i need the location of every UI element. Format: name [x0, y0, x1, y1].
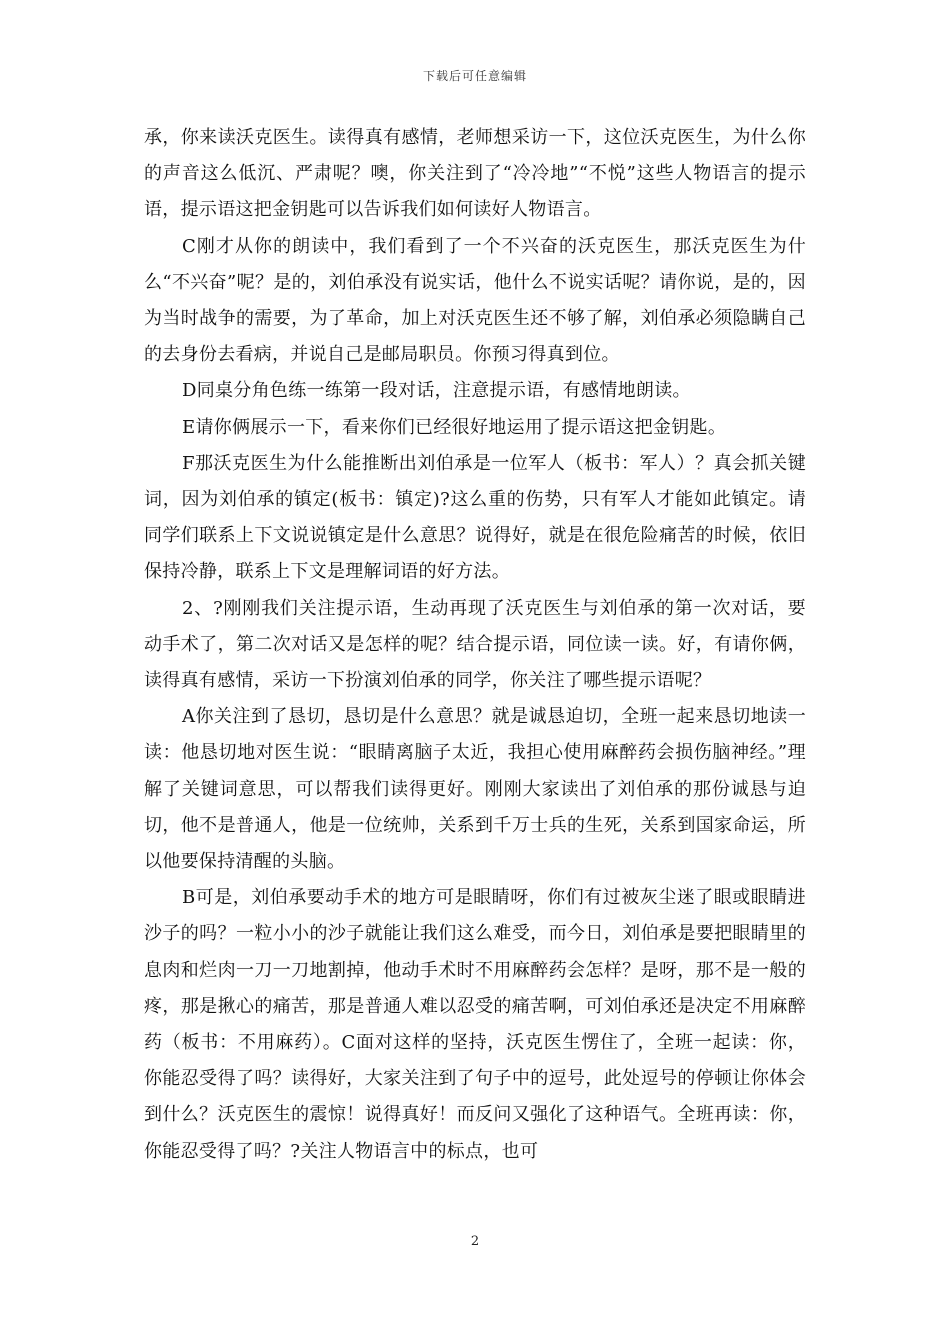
paragraph-1: 承，你来读沃克医生。读得真有感情，老师想采访一下，这位沃克医生，为什么你的声音这么低沉、严肃呢？噢，你关注到了“冷冷地”“不悦”这些人物语言的提示语，提示语这把金钥匙可以告诉我们如何读好人物语言。 [144, 127, 806, 221]
page-header: 下载后可任意编辑 [422, 69, 527, 83]
page-number: 2 [470, 1234, 480, 1249]
paragraph-5: F那沃克医生为什么能推断出刘伯承是一位军人（板书：军人）？真会抓关键词，因为刘伯承的镇定(板书：镇定)?这么重的伤势，只有军人才能如此镇定。请同学们联系上下文说说镇定是什么意思？说得好，就是在很危险痛苦的时候，依旧保持冷静，联系上下文是理解词语的好方法。 [144, 452, 806, 583]
document-body [144, 120, 806, 1170]
paragraph-4: E请你俩展示一下，看来你们已经很好地运用了提示语这把金钥匙。 [182, 416, 727, 438]
paragraph-3: D同桌分角色练一练第一段对话，注意提示语，有感情地朗读。 [182, 380, 691, 402]
paragraph-8: B可是，刘伯承要动手术的地方可是眼睛呀，你们有过被灰尘迷了眼或眼睛进沙子的吗？一粒小小的沙子就能让我们这么难受，而今日，刘伯承是要把眼睛里的息肉和烂肉一刀一刀地割掉，他动手术时不用麻醉药会怎样？是呀，那不是一般的疼，那是揪心的痛苦，那是普通人难以忍受的痛苦啊，可刘伯承还是决定不用麻醉药（板书：不用麻药）。C面对这样的坚持，沃克医生愣住了，全班一起读：你，你能忍受得了吗？读得好，大家关注到了句子中的逗号，此处逗号的停顿让你体会到什么？沃克医生的震惊！说得真好！而反问又强化了这种语气。全班再读：你，你能忍受得了吗？?关注人物语言中的标点，也可 [144, 887, 806, 1162]
paragraph-7: A你关注到了恳切，恳切是什么意思？就是诚恳迫切，全班一起来恳切地读一读：他恳切地对医生说：“眼睛离脑子太近，我担心使用麻醉药会损伤脑神经。”理解了关键词意思，可以帮我们读得更好。刚刚大家读出了刘伯承的那份诚恳与迫切，他不是普通人，他是一位统帅，关系到千万士兵的生死，关系到国家命运，所以他要保持清醒的头脑。 [144, 706, 806, 873]
paragraph-2: C刚才从你的朗读中，我们看到了一个不兴奋的沃克医生，那沃克医生为什么“不兴奋”呢？是的，刘伯承没有说实话，他什么不说实话呢？请你说，是的，因为当时战争的需要，为了革命，加上对沃克医生还不够了解，刘伯承必须隐瞒自己的去身份去看病，并说自己是邮局职员。你预习得真到位。 [144, 235, 806, 366]
paragraph-6: 2、?刚刚我们关注提示语，生动再现了沃克医生与刘伯承的第一次对话，要动手术了，第二次对话又是怎样的呢？结合提示语，同位读一读。好，有请你俩，读得真有感情，采访一下扮演刘伯承的同学，你关注了哪些提示语呢？ [144, 597, 806, 692]
